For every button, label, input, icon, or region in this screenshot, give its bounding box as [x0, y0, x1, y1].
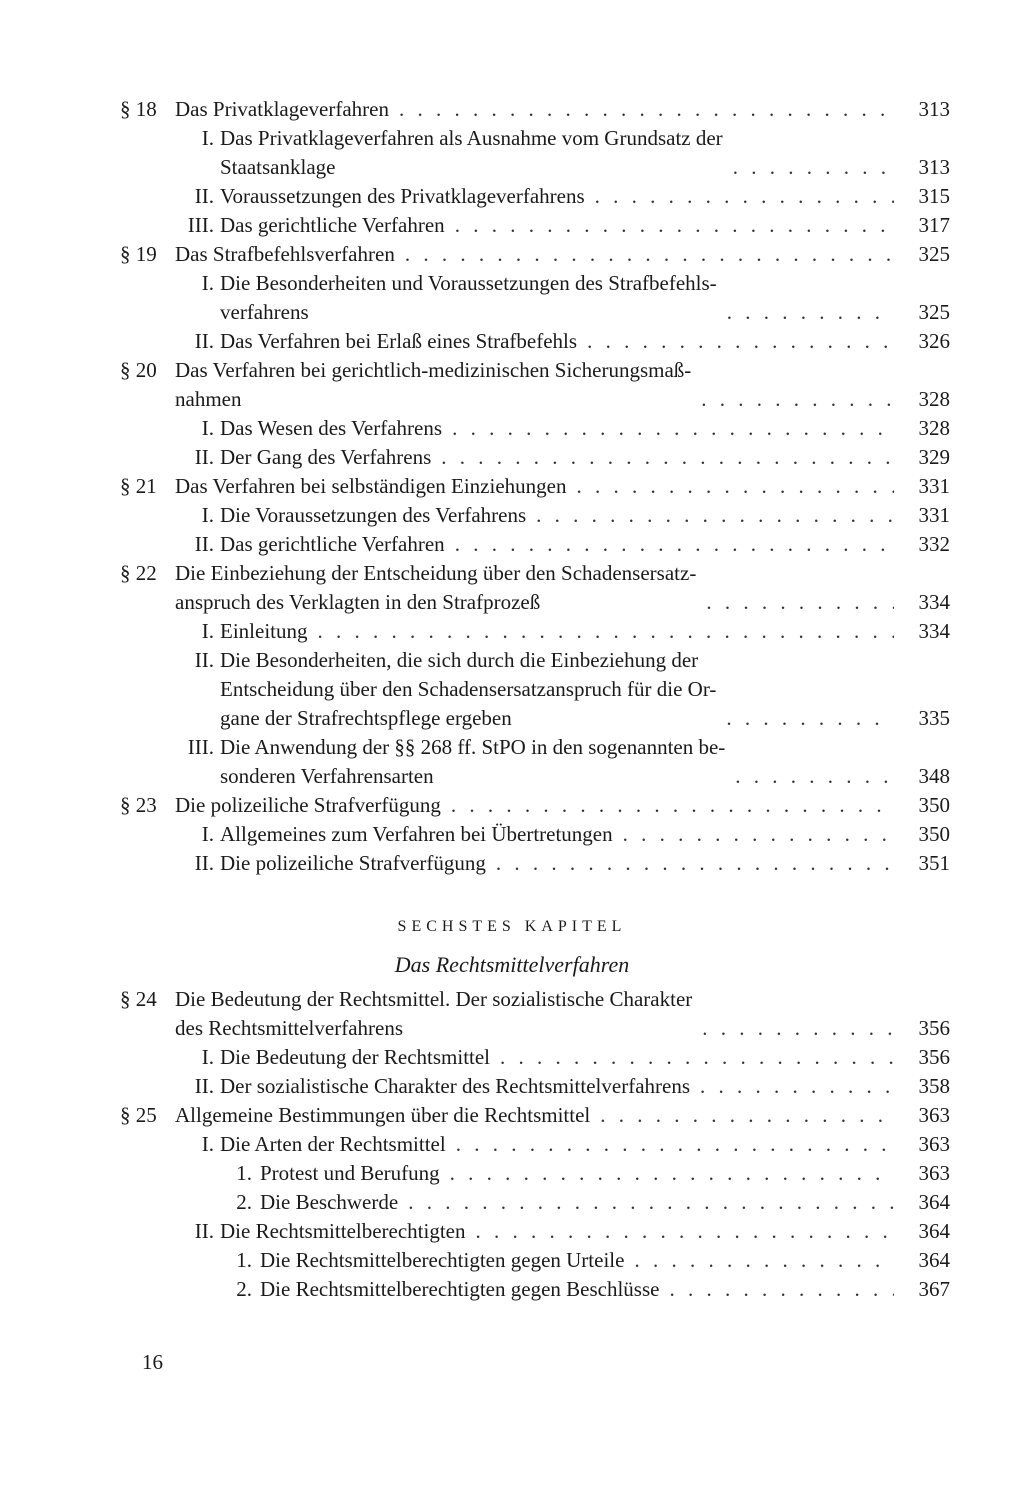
toc-entry: [120, 501, 950, 530]
toc-section-procedures: [120, 95, 950, 878]
toc-entry-title-line: des Rechtsmittelverfahrens: [175, 1016, 404, 1040]
toc-entry-page: 325: [918, 242, 950, 266]
toc-entry-title-line: Das Strafbefehlsverfahren: [175, 242, 395, 266]
toc-entry-title-line: Das gerichtliche Verfahren: [220, 213, 445, 237]
dot-leader: [500, 1043, 894, 1072]
toc-entry-title: [220, 646, 716, 733]
toc-entry: [120, 617, 950, 646]
chapter-title: Das Rechtsmittelverfahren: [394, 952, 630, 977]
toc-entry-title-line: Der Gang des Verfahrens: [220, 445, 432, 469]
toc-entry-page: 348: [918, 764, 950, 788]
toc-entry-title: [175, 791, 441, 820]
toc-entry-title: [220, 1130, 446, 1159]
dot-leader: [587, 327, 894, 356]
dot-leader: [455, 530, 894, 559]
toc-entry-title-line: Das Privatklageverfahren als Ausnahme vom Grundsatz der: [220, 126, 723, 150]
toc-entry-title-line: Die Besonderheiten und Voraussetzungen des Strafbefehls-: [220, 271, 717, 295]
chapter-label: SECHSTES KAPITEL: [397, 918, 627, 935]
toc-entry-title-line: Entscheidung über den Schadensersatzanspruch für die Or-: [220, 677, 717, 701]
dot-leader: [701, 385, 894, 414]
toc-entry-title-line: Die Bedeutung der Rechtsmittel: [220, 1045, 491, 1069]
toc-entry-title: [220, 327, 577, 356]
toc-entry-title-line: Das gerichtliche Verfahren: [220, 532, 445, 556]
dot-leader: [450, 1159, 894, 1188]
toc-entry-title-line: Die Arten der Rechtsmittel: [220, 1132, 446, 1156]
dot-leader: [595, 182, 894, 211]
toc-entry-page: 363: [918, 1132, 950, 1156]
toc-entry-title: [220, 530, 445, 559]
toc-entry-page: 350: [918, 793, 950, 817]
toc-entry-title: [220, 414, 442, 443]
toc-entry-number: § 22: [120, 561, 157, 585]
toc-entry: [120, 443, 950, 472]
toc-entry-title-line: Das Verfahren bei selbständigen Einziehungen: [175, 474, 567, 498]
toc-entry: [120, 733, 950, 791]
toc-entry-title: [220, 617, 308, 646]
toc-entry: [120, 985, 950, 1043]
toc-entry-page: 329: [918, 445, 950, 469]
toc-entry-title: [175, 356, 691, 414]
toc-entry-title-line: Einleitung: [220, 619, 308, 643]
dot-leader: [405, 240, 894, 269]
toc-entry-number: II.: [194, 329, 214, 353]
toc-entry-page: 315: [918, 184, 950, 208]
toc-entry-title: [260, 1159, 440, 1188]
dot-leader: [669, 1275, 894, 1304]
dot-leader: [726, 704, 894, 733]
toc-entry: [120, 1072, 950, 1101]
toc-entry-page: 356: [918, 1045, 950, 1069]
toc-entry-page: 364: [918, 1219, 950, 1243]
dot-leader: [700, 1072, 894, 1101]
toc-entry-title-line: gane der Strafrechtspflege ergeben: [220, 706, 512, 730]
toc-entry: [120, 1043, 950, 1072]
toc-entry-title-line: Die Einbeziehung der Entscheidung über den Schadensersatz-: [175, 561, 697, 585]
toc-entry-number: III.: [187, 735, 214, 759]
dot-leader: [727, 298, 894, 327]
toc-entry: [120, 1188, 950, 1217]
toc-entry-title-line: Die Anwendung der §§ 268 ff. StPO in den sogenannten be-: [220, 735, 726, 759]
dot-leader: [318, 617, 895, 646]
toc-entry: [120, 530, 950, 559]
toc-entry-title-line: Allgemeines zum Verfahren bei Übertretungen: [220, 822, 613, 846]
toc-entry-page: 334: [918, 619, 950, 643]
toc-entry-number: II.: [194, 532, 214, 556]
toc-entry-title: [175, 985, 692, 1043]
toc-entry-number: I.: [201, 619, 214, 643]
toc-entry-title-line: Das Privatklageverfahren: [175, 97, 389, 121]
toc-entry: [120, 820, 950, 849]
toc-entry-title-line: Die polizeiliche Strafverfügung: [175, 793, 441, 817]
toc-entry-number: II.: [194, 1074, 214, 1098]
toc-entry-title: [220, 269, 717, 327]
toc-entry: [120, 240, 950, 269]
toc-entry-title-line: Die Besonderheiten, die sich durch die Einbeziehung der: [220, 648, 699, 672]
toc-entry: [120, 1217, 950, 1246]
toc-entry-page: 328: [918, 387, 950, 411]
toc-entry-number: 1.: [236, 1161, 252, 1185]
dot-leader: [452, 414, 894, 443]
dot-leader: [408, 1188, 894, 1217]
toc-entry-number: § 23: [120, 793, 157, 817]
toc-entry-title: [220, 820, 613, 849]
dot-leader: [441, 443, 894, 472]
toc-entry-title: [220, 733, 725, 791]
toc-entry-page: 351: [918, 851, 950, 875]
toc-entry-title: [260, 1188, 398, 1217]
toc-entry-title: [260, 1275, 659, 1304]
toc-entry-title: [175, 472, 566, 501]
toc-entry-number: I.: [201, 271, 214, 295]
toc-entry: [120, 849, 950, 878]
toc-entry-number: § 24: [120, 987, 157, 1011]
toc-entry: [120, 1275, 950, 1304]
toc-entry-number: I.: [201, 416, 214, 440]
toc-entry: [120, 1130, 950, 1159]
page-number: 16: [142, 1350, 163, 1374]
toc-entry-number: III.: [187, 213, 214, 237]
toc-entry-title-line: Die polizeiliche Strafverfügung: [220, 851, 486, 875]
toc-entry: [120, 1159, 950, 1188]
toc-entry-title: [175, 559, 696, 617]
toc-entry-number: I.: [201, 1045, 214, 1069]
toc-entry-number: § 19: [120, 242, 157, 266]
toc-entry-title: [220, 124, 723, 182]
toc-entry-title: [175, 1101, 590, 1130]
toc-entry-number: 2.: [236, 1277, 252, 1301]
toc-entry-page: 328: [918, 416, 950, 440]
dot-leader: [451, 791, 894, 820]
toc-entry-page: 350: [918, 822, 950, 846]
toc-entry-title-line: Protest und Berufung: [260, 1161, 440, 1185]
toc-entry-title: [260, 1246, 624, 1275]
toc-entry-number: I.: [201, 503, 214, 527]
toc-entry-title-line: Staatsanklage: [220, 155, 336, 179]
toc-entry-title-line: Die Rechtsmittelberechtigten: [220, 1219, 466, 1243]
dot-leader: [634, 1246, 894, 1275]
dot-leader: [536, 501, 894, 530]
toc-entry-page: 317: [918, 213, 950, 237]
toc-entry: [120, 1246, 950, 1275]
toc-entry-title-line: Das Verfahren bei gerichtlich-medizinischen Sicherungsmaß-: [175, 358, 692, 382]
toc-entry-page: 332: [918, 532, 950, 556]
toc-entry-title: [175, 95, 389, 124]
toc-entry-title-line: Das Verfahren bei Erlaß eines Strafbefehls: [220, 329, 578, 353]
toc-entry-page: 313: [918, 155, 950, 179]
toc-entry-page: 367: [918, 1277, 950, 1301]
dot-leader: [456, 1130, 894, 1159]
dot-leader: [733, 153, 894, 182]
toc-entry-title-line: Der sozialistische Charakter des Rechtsmittelverfahrens: [220, 1074, 690, 1098]
dot-leader: [455, 211, 894, 240]
toc-entry-page: 325: [918, 300, 950, 324]
toc-entry-title-line: Die Rechtsmittelberechtigten gegen Beschlüsse: [260, 1277, 660, 1301]
toc-entry-title: [220, 211, 445, 240]
toc-entry-page: 364: [918, 1248, 950, 1272]
toc-entry: [120, 95, 950, 124]
toc-entry-number: 1.: [236, 1248, 252, 1272]
toc-entry-title: [220, 1043, 490, 1072]
toc-entry-number: II.: [194, 445, 214, 469]
dot-leader: [600, 1101, 894, 1130]
toc-entry-number: § 21: [120, 474, 157, 498]
toc-entry: [120, 182, 950, 211]
toc-entry-page: 331: [918, 503, 950, 527]
toc-entry-number: II.: [194, 1219, 214, 1243]
toc-section-appeals: [120, 985, 950, 1304]
toc-entry-page: 334: [918, 590, 950, 614]
dot-leader: [735, 762, 894, 791]
dot-leader: [399, 95, 894, 124]
toc-entry-page: 363: [918, 1103, 950, 1127]
toc-entry-title-line: Die Voraussetzungen des Verfahrens: [220, 503, 527, 527]
dot-leader: [496, 849, 894, 878]
toc-entry-number: I.: [201, 822, 214, 846]
toc-entry: [120, 472, 950, 501]
toc-entry-number: II.: [194, 648, 214, 672]
toc-entry-number: II.: [194, 184, 214, 208]
toc-entry-title-line: sonderen Verfahrensarten: [220, 764, 434, 788]
toc-entry: [120, 327, 950, 356]
toc-entry: [120, 269, 950, 327]
dot-leader: [576, 472, 894, 501]
toc-entry-title: [220, 182, 585, 211]
toc-entry-title: [220, 1217, 466, 1246]
toc-entry-page: 313: [918, 97, 950, 121]
toc-entry-title-line: Das Wesen des Verfahrens: [220, 416, 443, 440]
toc-entry-number: I.: [201, 1132, 214, 1156]
toc-entry-page: 326: [918, 329, 950, 353]
toc-entry: [120, 646, 950, 733]
toc-entry: [120, 791, 950, 820]
toc-entry-page: 363: [918, 1161, 950, 1185]
toc-entry: [120, 124, 950, 182]
toc-entry-number: § 25: [120, 1103, 157, 1127]
toc-entry-page: 335: [918, 706, 950, 730]
toc-entry-title-line: Voraussetzungen des Privatklageverfahrens: [220, 184, 585, 208]
toc-entry-title: [220, 849, 486, 878]
toc-entry: [120, 559, 950, 617]
dot-leader: [702, 1014, 894, 1043]
toc-entry: [120, 211, 950, 240]
toc-entry-title-line: anspruch des Verklagten in den Strafprozeß: [175, 590, 541, 614]
toc-entry-page: 331: [918, 474, 950, 498]
toc-entry: [120, 356, 950, 414]
dot-leader: [623, 820, 894, 849]
toc-entry-title-line: Die Rechtsmittelberechtigten gegen Urteile: [260, 1248, 625, 1272]
toc-entry-number: § 20: [120, 358, 157, 382]
toc-entry-page: 356: [918, 1016, 950, 1040]
toc-entry-title-line: nahmen: [175, 387, 242, 411]
toc-entry-title-line: Allgemeine Bestimmungen über die Rechtsmittel: [175, 1103, 591, 1127]
toc-entry-title: [220, 443, 431, 472]
toc-entry-title: [220, 1072, 690, 1101]
toc-entry-number: § 18: [120, 97, 157, 121]
toc-entry-title-line: Die Bedeutung der Rechtsmittel. Der sozialistische Charakter: [175, 987, 693, 1011]
toc-entry-number: I.: [201, 126, 214, 150]
dot-leader: [476, 1217, 895, 1246]
toc-entry-title-line: verfahrens: [220, 300, 309, 324]
toc-entry-number: II.: [194, 851, 214, 875]
toc-entry-title: [175, 240, 395, 269]
toc-entry-title-line: Die Beschwerde: [260, 1190, 399, 1214]
toc-entry: [120, 1101, 950, 1130]
toc-entry-number: 2.: [236, 1190, 252, 1214]
toc-entry-page: 364: [918, 1190, 950, 1214]
dot-leader: [706, 588, 894, 617]
toc-entry-page: 358: [918, 1074, 950, 1098]
toc-entry-title: [220, 501, 526, 530]
toc-entry: [120, 414, 950, 443]
